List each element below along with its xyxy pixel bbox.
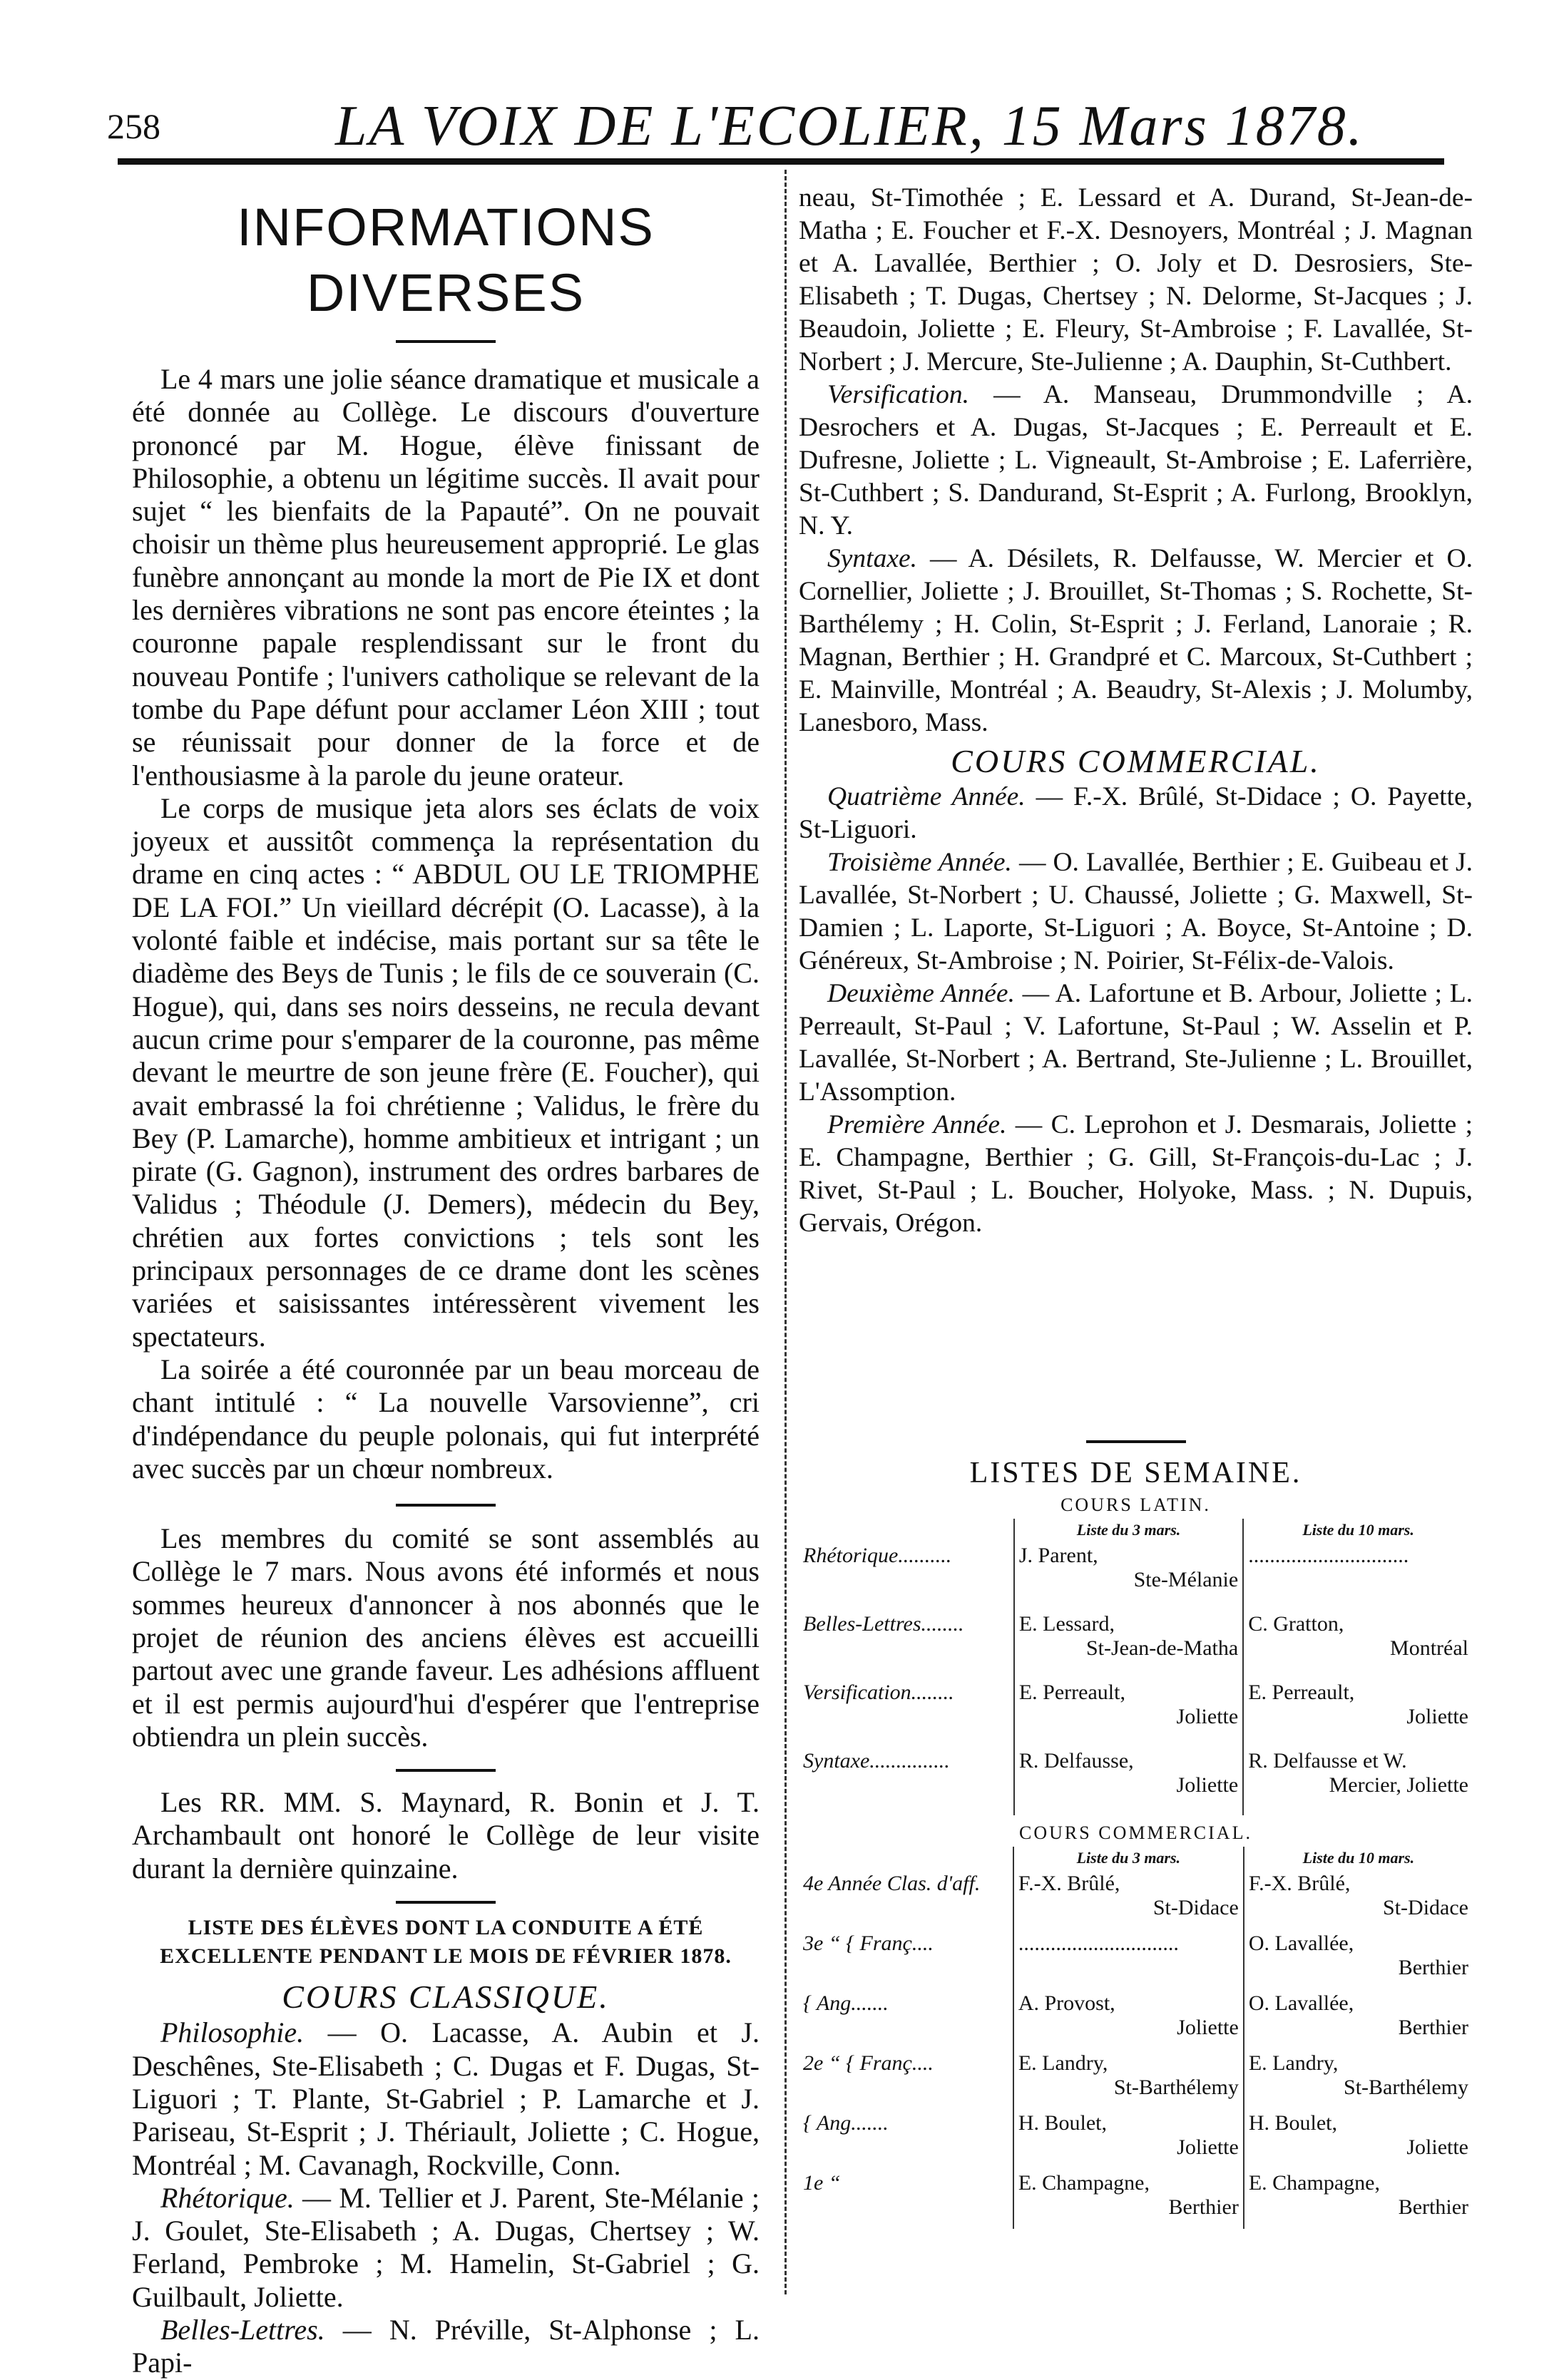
row-label-cell xyxy=(799,1989,1013,2049)
syntaxe-label: Syntaxe. xyxy=(827,544,917,573)
empty-header xyxy=(799,1847,1013,1869)
student-name: E. Champagne, xyxy=(1248,2171,1380,2195)
rhetorique-text: — M. Tellier et J. Parent, Ste-Mélanie ; J. Goulet, Ste-Elisabeth ; A. Dugas, Chertsey ; W. Ferland, Pembroke ; M. Hamelin, St-Gabriel ; G. Guilbault, Joliette. xyxy=(132,2181,760,2313)
row-label-cell xyxy=(799,2109,1013,2169)
versification-text: — A. Manseau, Drummondville ; A. Desrochers et A. Dugas, St-Jacques ; E. Perreault et E. Dufresne, Joliette ; L. Vigneault, St-Ambroise ; E. Laferrière, St-Cuthbert ; S. Dandurand, St-Esprit ; A. Furlong, Brooklyn, N. Y. xyxy=(799,380,1473,540)
latin-table-body xyxy=(799,1542,1473,1815)
deuxieme-label: Deuxième Année. xyxy=(827,979,1015,1008)
cell-10-mars xyxy=(1243,1542,1473,1610)
empty-header xyxy=(799,1519,1014,1542)
cell-3-mars xyxy=(1013,2169,1244,2229)
liste-title: LISTE DES ÉLÈVES DONT LA CONDUITE A ÉTÉ EXCELLENTE PENDANT LE MOIS DE FÉVRIER 1878. xyxy=(160,1916,732,1969)
student-place: Joliette xyxy=(1406,2135,1468,2159)
cell-3-mars xyxy=(1014,1542,1243,1610)
student-name: H. Boulet, xyxy=(1248,2111,1337,2135)
latin-table xyxy=(799,1519,1473,1815)
student-name: O. Lavallée, xyxy=(1248,1932,1354,1955)
row-label: Syntaxe............... xyxy=(803,1749,950,1773)
student-name: E. Landry, xyxy=(1248,2051,1339,2075)
row-label: 3e “ { Franç.... xyxy=(803,1932,934,1955)
student-place: Berthier xyxy=(1398,1956,1468,1979)
table-row xyxy=(799,1610,1473,1678)
cell-3-mars xyxy=(1013,2109,1244,2169)
row-label: Versification........ xyxy=(803,1681,954,1704)
deuxieme-entry xyxy=(799,978,1473,1109)
student-name: F.-X. Brûlé, xyxy=(1018,1872,1120,1895)
deuxieme-text: — A. Lafortune et B. Arbour, Joliette ; L. Perreault, St-Paul ; V. Lafortune, St-Paul ; W. Asselin et P. Lavallée, St-Norbert ; A. Bertrand, Ste-Julienne ; L. Brouillet, L'Assomption. xyxy=(799,979,1473,1107)
student-place: Berthier xyxy=(1398,2016,1468,2039)
cell-3-mars xyxy=(1013,1869,1244,1929)
divider xyxy=(396,340,496,343)
right-column xyxy=(799,182,1473,1240)
page-header xyxy=(107,93,1448,157)
cell-10-mars xyxy=(1243,1678,1473,1747)
philosophie-text: — O. Lacasse, A. Aubin et J. Deschênes, Ste-Elisabeth ; C. Dugas et F. Dugas, St-Liguori ; T. Plante, St-Gabriel ; P. Lamarche et J. Pariseau, St-Esprit ; J. Thériault, Joliette ; C. Hogue, Montréal ; M. Cavanagh, Rockville, Conn. xyxy=(132,2016,760,2181)
student-place: St-Didace xyxy=(1152,1896,1239,1919)
premiere-text: — C. Leprohon et J. Desmarais, Joliette ; E. Champagne, Berthier ; G. Gill, St-François-du-Lac ; J. Rivet, St-Paul ; L. Boucher, Holyoke, Mass. ; N. Dupuis, Gervais, Orégon. xyxy=(799,1110,1473,1238)
student-place: Joliette xyxy=(1176,1705,1239,1728)
student-name: .............................. xyxy=(1248,1544,1409,1567)
table-row xyxy=(799,1678,1473,1747)
student-name: R. Delfausse, xyxy=(1018,1749,1134,1773)
cours-latin-heading: COURS LATIN. xyxy=(1060,1494,1211,1515)
student-place: St-Barthélemy xyxy=(1113,2076,1239,2099)
cell-10-mars xyxy=(1244,2049,1473,2109)
student-place: Joliette xyxy=(1177,2016,1239,2039)
student-place: Montréal xyxy=(1390,1636,1468,1660)
student-place: Joliette xyxy=(1177,2135,1239,2159)
column-header-10-mars: Liste du 10 mars. xyxy=(1243,1519,1473,1542)
student-name: E. Perreault, xyxy=(1018,1681,1125,1704)
student-place: Berthier xyxy=(1398,2195,1468,2219)
belles-lettres-label: Belles-Lettres. xyxy=(160,2314,325,2346)
cell-3-mars xyxy=(1014,1610,1243,1678)
row-label: 2e “ { Franç.... xyxy=(803,2051,934,2075)
cours-commercial-table-heading: COURS COMMERCIAL. xyxy=(1019,1822,1252,1843)
divider xyxy=(396,1769,496,1772)
student-place: Mercier, Joliette xyxy=(1329,1773,1468,1797)
student-place: Joliette xyxy=(1176,1773,1239,1797)
row-label-cell xyxy=(799,1542,1014,1610)
table-row xyxy=(799,1989,1473,2049)
row-label: { Ang....... xyxy=(803,2111,889,2135)
row-label-cell xyxy=(799,1678,1014,1747)
cell-3-mars xyxy=(1013,1989,1244,2049)
student-place: Joliette xyxy=(1406,1705,1468,1728)
page-number: 258 xyxy=(107,106,160,146)
paragraph-soiree: La soirée a été couronnée par un beau morceau de chant intitulé : “ La nouvelle Varsovienne”, cri d'indépendance du peuple polonais, qui fut interprété avec succès par un chœur nombreux. xyxy=(132,1353,760,1484)
divider xyxy=(396,1901,496,1904)
row-label: Rhétorique.......... xyxy=(803,1544,952,1567)
quatrieme-label: Quatrième Année. xyxy=(827,782,1026,811)
philosophie-label: Philosophie. xyxy=(160,2016,305,2049)
table-row xyxy=(799,2169,1473,2229)
table-row xyxy=(799,2049,1473,2109)
table-row xyxy=(799,1542,1473,1610)
student-name: E. Lessard, xyxy=(1018,1612,1115,1636)
row-label: { Ang....... xyxy=(803,1991,889,2015)
paragraph-drame: Le corps de musique jeta alors ses éclats de voix joyeux et aussitôt commença la représentation du drame en cinq actes : “ ABDUL OU LE TRIOMPHE DE LA FOI.” Un vieillard décrépit (O. Lacasse), à la volonté faible et indécise, mais portant sur sa tête le diadème des Beys de Tunis ; le fils de ce souverain (C. Hogue), qui, dans ses noirs desseins, ne recula devant aucun crime pour s'emparer de la couronne, pas même devant le meurtre de son jeune frère (E. Foucher), qui avait embrassé la foi chrétienne ; Validus, le frère du Bey (P. Lamarche), homme ambitieux et intrigant ; un pirate (G. Gagnon), instrument des ordres barbares de Validus ; Théodule (J. Demers), médecin du Bey, chrétien aux fortes convictions ; tels sont les principaux personnages de ce drame dont les scènes variées et saisissantes intéressèrent vivement les spectateurs. xyxy=(132,791,760,1353)
cell-10-mars xyxy=(1244,2169,1473,2229)
cours-commercial-heading: COURS COMMERCIAL. xyxy=(951,743,1321,779)
rhetorique-label: Rhétorique. xyxy=(160,2181,295,2214)
student-place: Berthier xyxy=(1168,2195,1239,2219)
row-label-cell xyxy=(799,2169,1013,2229)
student-name: O. Lavallée, xyxy=(1248,1991,1354,2015)
row-label: 4e Année Clas. d'aff. xyxy=(803,1872,981,1895)
student-name: R. Delfausse et W. xyxy=(1248,1749,1407,1773)
row-label-cell xyxy=(799,2049,1013,2109)
divider xyxy=(1086,1440,1186,1443)
student-name: C. Gratton, xyxy=(1248,1612,1344,1636)
student-name: J. Parent, xyxy=(1018,1544,1098,1567)
row-label-cell xyxy=(799,1747,1014,1815)
belles-lettres-continued: neau, St-Timothée ; E. Lessard et A. Durand, St-Jean-de-Matha ; E. Foucher et F.-X. Desnoyers, Montréal ; J. Magnan et A. Lavallée, Berthier ; O. Joly et D. Desrosiers, Ste-Elisabeth ; T. Dugas, Chertsey ; N. Delorme, St-Jacques ; J. Beaudoin, Joliette ; E. Fleury, St-Ambroise ; F. Lavallée, St-Norbert ; J. Mercure, Ste-Julienne ; A. Dauphin, St-Cuthbert. xyxy=(799,183,1473,376)
student-name: A. Provost, xyxy=(1018,1991,1115,2015)
table-row xyxy=(799,2109,1473,2169)
cell-10-mars xyxy=(1244,1989,1473,2049)
paragraph-visite: Les RR. MM. S. Maynard, R. Bonin et J. T. Archambault ont honoré le Collège de leur visite durant la dernière quinzaine. xyxy=(132,1786,760,1884)
column-header-3-mars: Liste du 3 mars. xyxy=(1013,1847,1244,1869)
cell-10-mars xyxy=(1243,1610,1473,1678)
premiere-entry xyxy=(799,1109,1473,1240)
row-label-cell xyxy=(799,1869,1013,1929)
quatrieme-entry xyxy=(799,781,1473,846)
student-place: Ste-Mélanie xyxy=(1133,1568,1239,1591)
cell-3-mars xyxy=(1014,1747,1243,1815)
cell-10-mars xyxy=(1244,2109,1473,2169)
section-title: INFORMATIONS DIVERSES xyxy=(237,198,655,322)
premiere-label: Première Année. xyxy=(827,1110,1007,1139)
row-label-cell xyxy=(799,1610,1014,1678)
belles-lettres-entry xyxy=(132,2314,760,2380)
student-name: E. Perreault, xyxy=(1248,1681,1355,1704)
versification-label: Versification. xyxy=(827,380,969,409)
header-rule xyxy=(118,158,1444,165)
paragraph-comite: Les membres du comité se sont assemblés au Collège le 7 mars. Nous avons été informés et nous sommes heureux d'annoncer à nos abonnés que le projet de réunion des anciens élèves est accueilli partout avec une grande faveur. Les adhésions affluent et il est permis aujourd'hui d'espérer que l'entreprise obtiendra un plein succès. xyxy=(132,1522,760,1753)
student-name: .............................. xyxy=(1018,1932,1179,1955)
column-header-3-mars: Liste du 3 mars. xyxy=(1014,1519,1243,1542)
column-header-10-mars: Liste du 10 mars. xyxy=(1244,1847,1473,1869)
cours-classique-heading: COURS CLASSIQUE. xyxy=(282,1979,610,2016)
row-label-cell xyxy=(799,1929,1013,1989)
commercial-table xyxy=(799,1847,1473,2229)
paragraph-seance: Le 4 mars une jolie séance dramatique et musicale a été donnée au Collège. Le discours d'ouverture prononcé par M. Hogue, élève finissant de Philosophie, a obtenu un légitime succès. Il avait pour sujet “ les bienfaits de la Papauté”. On ne pouvait choisir un thème plus heureusement approprié. Le glas funèbre annonçant au monde la mort de Pie IX et dont les dernières vibrations ne sont pas encore éteintes ; la couronne papale resplendissant sur le front du nouveau Pontife ; l'univers catholique se relevant de la tombe du Pape défunt pour acclamer Léon XIII ; tout se réunissait pour donner de la force et de l'enthousiasme à la parole du jeune orateur. xyxy=(132,363,760,791)
cell-10-mars xyxy=(1244,1929,1473,1989)
quatrieme-text: — F.-X. Brûlé, St-Didace ; O. Payette, St-Liguori. xyxy=(799,782,1473,844)
versification-entry xyxy=(799,379,1473,543)
divider xyxy=(396,1504,496,1507)
row-label: Belles-Lettres........ xyxy=(803,1612,964,1636)
column-separator xyxy=(784,170,787,2294)
listes-title: LISTES DE SEMAINE. xyxy=(969,1457,1302,1489)
cell-10-mars xyxy=(1244,1869,1473,1929)
table-row xyxy=(799,1869,1473,1929)
belles-lettres-text: — N. Préville, St-Alphonse ; L. Papi- xyxy=(132,2314,760,2379)
cell-10-mars xyxy=(1243,1747,1473,1815)
student-name: H. Boulet, xyxy=(1018,2111,1107,2135)
table-row xyxy=(799,1747,1473,1815)
student-place: St-Didace xyxy=(1383,1896,1468,1919)
running-title: LA VOIX DE L'ECOLIER, 15 Mars 1878. xyxy=(335,95,1364,158)
cell-3-mars xyxy=(1013,2049,1244,2109)
student-place: St-Barthélemy xyxy=(1344,2076,1468,2099)
student-place: St-Jean-de-Matha xyxy=(1085,1636,1239,1660)
troisieme-entry xyxy=(799,846,1473,978)
syntaxe-entry xyxy=(799,543,1473,739)
left-column xyxy=(132,182,760,2380)
listes-de-semaine xyxy=(799,1440,1473,2229)
student-name: E. Landry, xyxy=(1018,2051,1108,2075)
rhetorique-entry xyxy=(132,2182,760,2314)
troisieme-text: — O. Lavallée, Berthier ; E. Guibeau et J. Lavallée, St-Norbert ; U. Chaussé, Joliette ; G. Maxwell, St-Damien ; L. Laporte, St-Liguori ; A. Boyce, St-Antoine ; D. Généreux, St-Ambroise ; N. Poirier, St-Félix-de-Valois. xyxy=(799,848,1473,975)
commercial-table-body xyxy=(799,1869,1473,2229)
table-row xyxy=(799,1929,1473,1989)
student-name: F.-X. Brûlé, xyxy=(1248,1872,1351,1895)
philosophie-entry xyxy=(132,2016,760,2181)
syntaxe-text: — A. Désilets, R. Delfausse, W. Mercier et O. Cornellier, Joliette ; J. Brouillet, St-Thomas ; S. Rochette, St-Barthélemy ; H. Colin, St-Esprit ; J. Ferland, Lanoraie ; R. Magnan, Berthier ; H. Grandpré et C. Marcoux, St-Cuthbert ; E. Mainville, Montréal ; A. Beaudry, St-Alexis ; J. Molumby, Lanesboro, Mass. xyxy=(799,544,1473,737)
cell-3-mars xyxy=(1014,1678,1243,1747)
troisieme-label: Troisième Année. xyxy=(827,848,1012,877)
cell-3-mars xyxy=(1013,1929,1244,1989)
student-name: E. Champagne, xyxy=(1018,2171,1150,2195)
row-label: 1e “ xyxy=(803,2171,841,2195)
